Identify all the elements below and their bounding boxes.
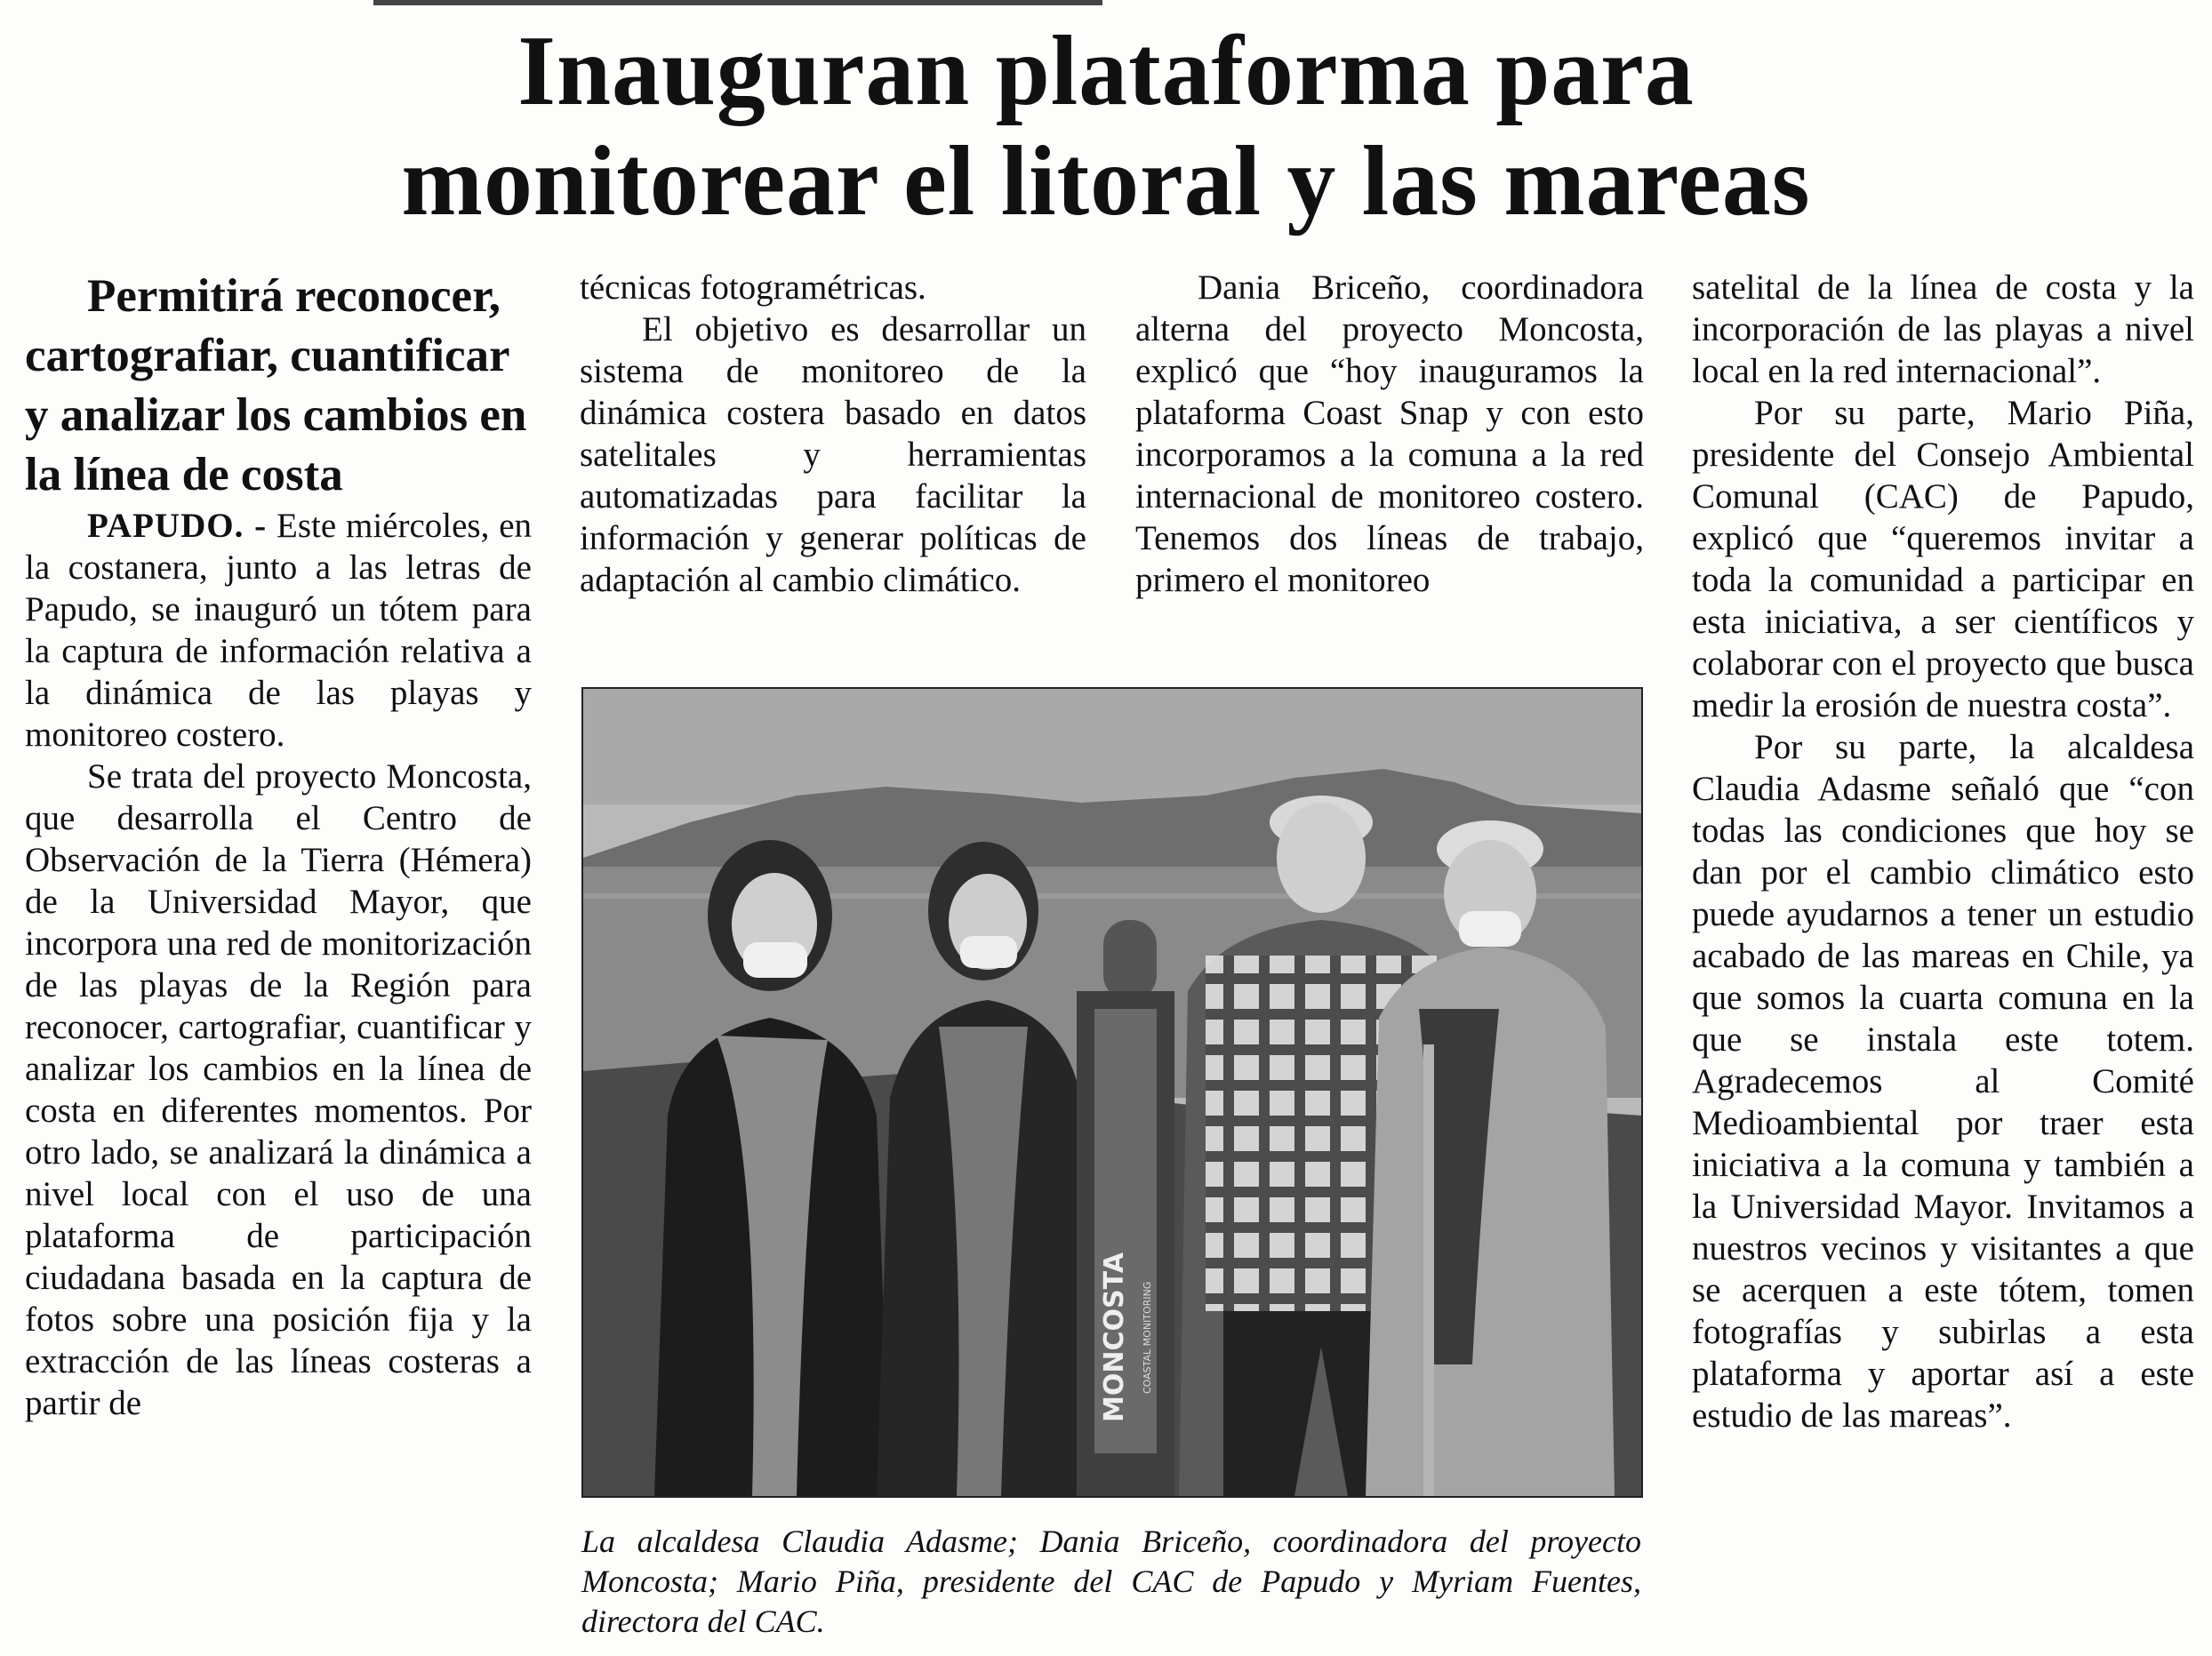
headline-line-2: monitorear el litoral y las mareas (401, 126, 1811, 236)
news-photo (581, 687, 1643, 1498)
top-rule (373, 0, 1102, 5)
photo-caption: La alcaldesa Claudia Adasme; Dania Briceño, coordinadora del proyecto Moncosta; Mario Piña, presidente del CAC de Papudo y Myriam Fuentes, directora del CAC. (581, 1524, 1641, 1639)
paragraph: técnicas fotogramétricas. (580, 268, 926, 307)
subheadline: Permitirá reconocer, cartografiar, cuantificar y analizar los cambios en la línea de costa (25, 270, 527, 500)
article-column-3 (1135, 267, 1644, 601)
totem-label: MONCOSTA (1099, 1252, 1130, 1423)
paragraph: El objetivo es desarrollar un sistema de monitoreo de la dinámica costera basado en datos satelitales y herramientas automatizadas para facilitar la información y generar políticas de adaptación al cambio climático. (580, 310, 1086, 599)
article-column-4 (1692, 267, 2194, 1436)
paragraph: satelital de la línea de costa y la incorporación de las playas a nivel local en la red internacional”. (1692, 268, 2194, 390)
article-column-1 (25, 267, 532, 1424)
article-column-2 (580, 267, 1086, 601)
lead-text: Este miércoles, en la costanera, junto a las letras de Papudo, se inauguró un tótem para la captura de información relativa a la dinámica de las playas y monitoreo costero. (25, 507, 532, 754)
headline-line-1: Inauguran plataforma para (517, 16, 1695, 126)
paragraph: Por su parte, la alcaldesa Claudia Adasme señaló que “con todas las condiciones que hoy se dan por el cambio climático esto puede ayudarnos a tener un estudio acabado de las mareas en Chile, ya que somos la cuarta comuna en la que se instala este totem. Agradecemos al Comité Medioambiental por traer esta iniciativa a la comuna y también a la Universidad Mayor. Invitamos a nuestros vecinos y visitantes a que se acerquen a este tótem, tomen fotografías y subirlas a esta plataforma y aportar así a este estudio de las mareas”. (1692, 728, 2194, 1435)
paragraph: Dania Briceño, coordinadora alterna del proyecto Moncosta, explicó que “hoy inauguramos la plataforma Coast Snap y con esto incorporamos a la comuna a la red internacional de monitoreo costero. Tenemos dos líneas de trabajo, primero el monitoreo (1135, 268, 1644, 599)
paragraph-lead (25, 505, 532, 756)
headline (22, 16, 2190, 236)
totem-sublabel: COASTAL MONITORING (1142, 1281, 1153, 1395)
paragraph: Por su parte, Mario Piña, presidente del Consejo Ambiental Comunal (CAC) de Papudo, explicó que “queremos invitar a toda la comunidad a participar en esta iniciativa, a ser científicos y colaborar con el proyecto que busca medir la erosión de nuestra costa”. (1692, 394, 2194, 724)
paragraph: Se trata del proyecto Moncosta, que desarrolla el Centro de Observación de la Tierra (Hémera) de la Universidad Mayor, que incorpora una red de monitorización de las playas de la Región para reconocer, cartografiar, cuantificar y analizar los cambios en la línea de costa en diferentes momentos. Por otro lado, se analizará la dinámica a nivel local con el uso de una plataforma de participación ciudadana basada en la captura de fotos sobre una posición fija y la extracción de las líneas costeras a partir de (25, 757, 532, 1422)
dateline: PAPUDO. - (87, 507, 268, 545)
